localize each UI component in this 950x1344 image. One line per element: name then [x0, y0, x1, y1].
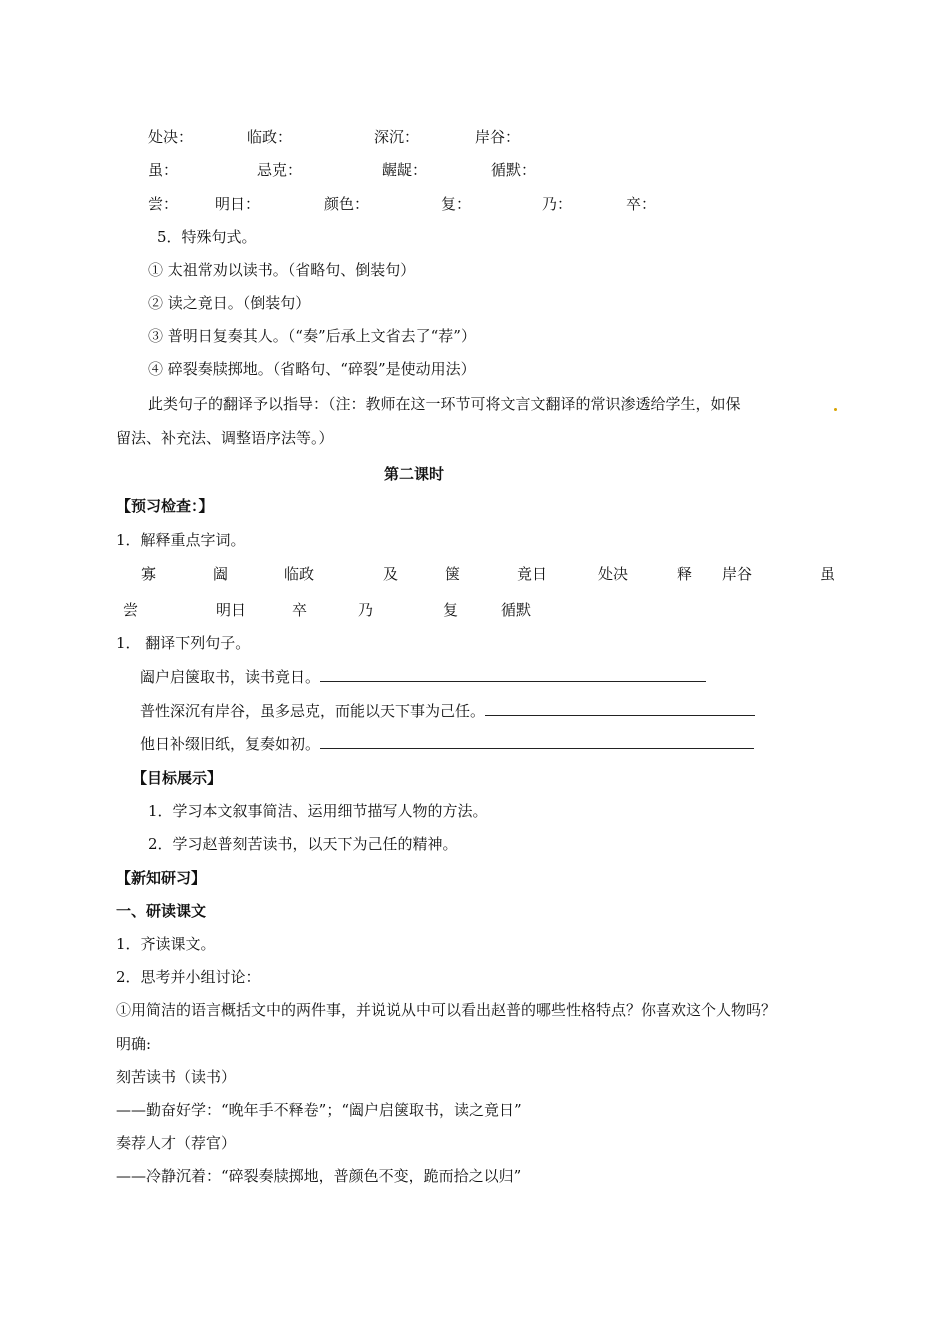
key-word: 乃 — [358, 601, 374, 619]
key-word: 及 — [383, 565, 399, 583]
key-word: 阖 — [213, 565, 229, 583]
goal-item: 1．学习本文叙事简洁、运用细节描写人物的方法。 — [148, 802, 488, 820]
list-item: ② 读之竟日。（倒装句） — [148, 294, 311, 312]
sentence-text: 普性深沉有岸谷，虽多忌克，而能以天下事为己任。 — [140, 702, 486, 720]
vocab-term: 龌龊： — [382, 161, 428, 179]
page-title: 第二课时 — [384, 465, 445, 483]
vocab-term: 乃： — [542, 195, 573, 213]
answer-label: 明确: — [116, 1035, 152, 1053]
vocab-term: 颜色： — [324, 195, 370, 213]
key-word: 尝 — [123, 601, 139, 619]
list-item: 1．齐读课文。 — [116, 935, 216, 953]
section-heading: 【预习检查：】 — [116, 497, 214, 515]
event-detail: ——勤奋好学：“晚年手不释卷”；“阖户启箧取书，读之竟日” — [116, 1101, 522, 1119]
vocab-term: 卒： — [626, 195, 657, 213]
sentence-text: 他日补缀旧纸，复奏如初。 — [140, 735, 321, 753]
key-word: 释 — [677, 565, 693, 583]
list-item: 2．思考并小组讨论： — [116, 968, 261, 986]
section-heading: 一、研读课文 — [116, 902, 207, 920]
key-word: 箧 — [445, 565, 461, 583]
paragraph: 留法、补充法、调整语序法等。） — [116, 429, 334, 447]
section-heading: 【目标展示】 — [132, 769, 223, 787]
section-heading: 5．特殊句式。 — [157, 228, 257, 246]
vocab-term: 处决： — [148, 128, 194, 146]
key-word: 寡 — [141, 565, 157, 583]
vocab-term: 明日： — [215, 195, 261, 213]
event-title: 刻苦读书（读书） — [116, 1068, 237, 1086]
vocab-term: 深沉： — [374, 128, 420, 146]
vocab-term: 岸谷： — [475, 128, 521, 146]
event-detail: ——冷静沉着：“碎裂奏牍掷地，普颜色不变，跪而拾之以归” — [116, 1167, 522, 1185]
key-word: 岸谷 — [722, 565, 753, 583]
key-word: 循默 — [501, 601, 532, 619]
list-item: ③ 普明日复奏其人。（“奏”后承上文省去了“荐”） — [148, 327, 476, 345]
question: ①用简洁的语言概括文中的两件事，并说说从中可以看出赵普的哪些性格特点？你喜欢这个人物吗？ — [116, 1001, 777, 1019]
vocab-term: 忌克： — [257, 161, 303, 179]
key-word: 竟日 — [517, 565, 548, 583]
vocab-term: 循默： — [491, 161, 537, 179]
sentence-text: 阖户启箧取书，读书竟日。 — [140, 668, 321, 686]
answer-blank[interactable] — [320, 734, 754, 749]
vocab-term: 虽： — [148, 161, 179, 179]
section-heading: 【新知研习】 — [116, 869, 207, 887]
key-word: 明日 — [216, 601, 247, 619]
list-item: ④ 碎裂奏牍掷地。（省略句、“碎裂”是使动用法） — [148, 360, 476, 378]
answer-blank[interactable] — [485, 701, 755, 716]
list-item: 1．解释重点字词。 — [116, 531, 246, 549]
key-word: 临政 — [284, 565, 315, 583]
paragraph: 此类句子的翻译予以指导：（注：教师在这一环节可将文言文翻译的常识渗透给学生，如保 — [148, 395, 741, 413]
vocab-term: 复： — [441, 195, 472, 213]
translate-sentence — [140, 701, 755, 721]
event-title: 奏荐人才（荐官） — [116, 1134, 237, 1152]
goal-item: 2．学习赵普刻苦读书，以天下为己任的精神。 — [148, 835, 458, 853]
key-word: 处决 — [598, 565, 629, 583]
answer-blank[interactable] — [320, 667, 706, 682]
vocab-term: 尝： — [148, 195, 179, 213]
key-word: 虽 — [820, 565, 836, 583]
translate-sentence — [140, 734, 754, 754]
list-item: 1． 翻译下列句子。 — [116, 634, 251, 652]
key-word: 卒 — [292, 601, 308, 619]
list-item: ① 太祖常劝以读书。（省略句、倒装句） — [148, 261, 416, 279]
key-word: 复 — [443, 601, 459, 619]
marker-dot — [834, 408, 837, 411]
vocab-term: 临政： — [247, 128, 293, 146]
translate-sentence — [140, 667, 706, 687]
